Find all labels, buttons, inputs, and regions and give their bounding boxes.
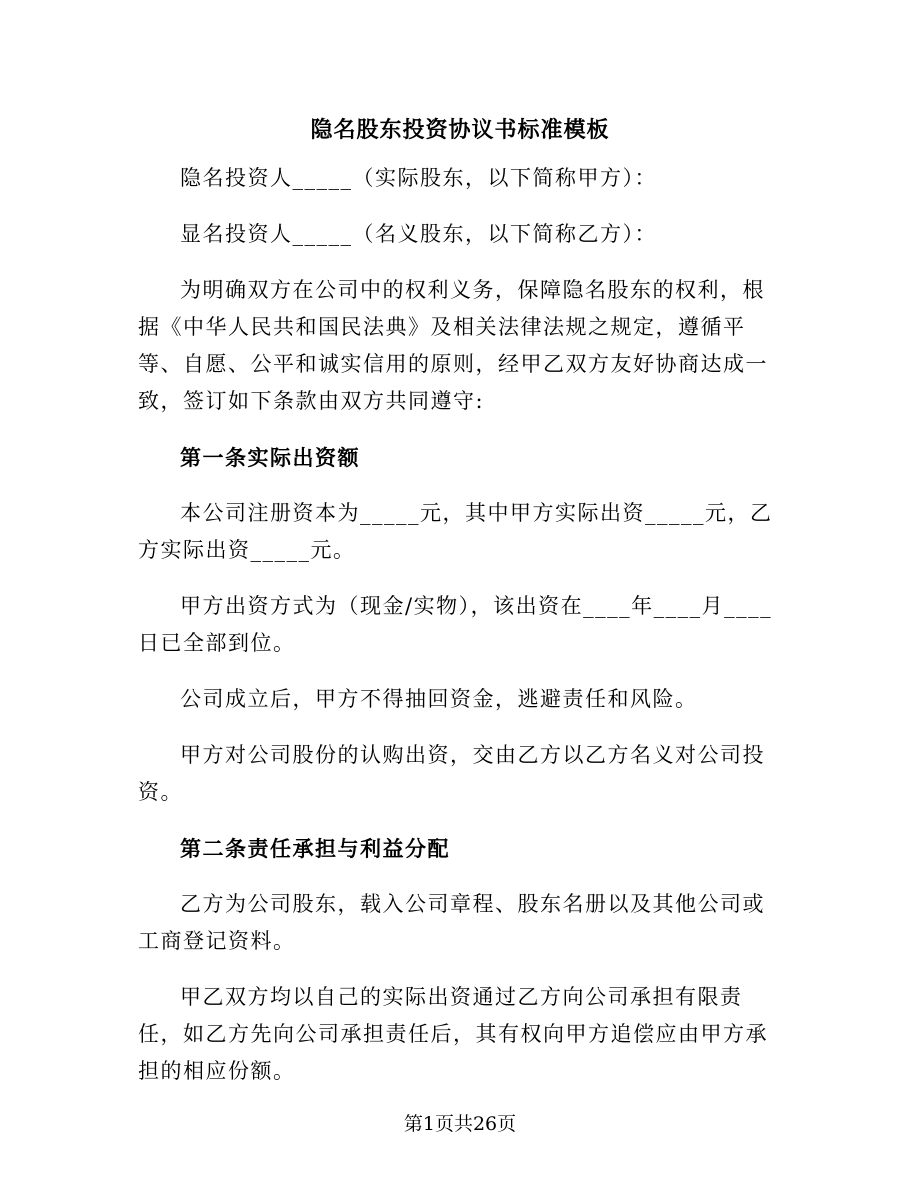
article-1-heading: 第一条实际出资额	[180, 445, 360, 470]
article-1-paragraph: 公司成立后，甲方不得抽回资金，逃避责任和风险。	[180, 687, 698, 711]
hidden-investor-line: 隐名投资人_____（实际股东，以下简称甲方）：	[180, 166, 657, 190]
preamble-paragraph: 为明确双方在公司中的权利义务，保障隐名股东的权利，根据《中华人民共和国民法典》及相关法律法规之规定，遵循平等、自愿、公平和诚实信用的原则，经甲乙双方友好协商达成一致，签订如下条款由双方共同遵守:	[138, 278, 768, 413]
article-2-paragraph: 乙方为公司股东，载入公司章程、股东名册以及其他公司或工商登记资料。	[138, 892, 765, 953]
article-2-heading: 第二条责任承担与利益分配	[180, 836, 450, 861]
document-title: 隐名股东投资协议书标准模板	[310, 117, 610, 143]
article-2-paragraph: 甲乙双方均以自己的实际出资通过乙方向公司承担有限责任，如乙方先向公司承担责任后，其有权向甲方追偿应由甲方承担的相应份额。	[138, 985, 768, 1083]
page-number: 第1页共26页	[403, 1113, 517, 1135]
article-1-paragraph: 本公司注册资本为_____元，其中甲方实际出资_____元，乙方实际出资_____元。	[138, 501, 773, 562]
article-1-paragraph: 甲方对公司股份的认购出资，交由乙方以乙方名义对公司投资。	[138, 743, 765, 804]
document-body	[138, 160, 784, 1109]
nominal-investor-line: 显名投资人_____（名义股东，以下简称乙方）：	[180, 222, 657, 246]
article-1-paragraph: 甲方出资方式为（现金/实物），该出资在____年____月____日已全部到位。	[138, 594, 773, 655]
